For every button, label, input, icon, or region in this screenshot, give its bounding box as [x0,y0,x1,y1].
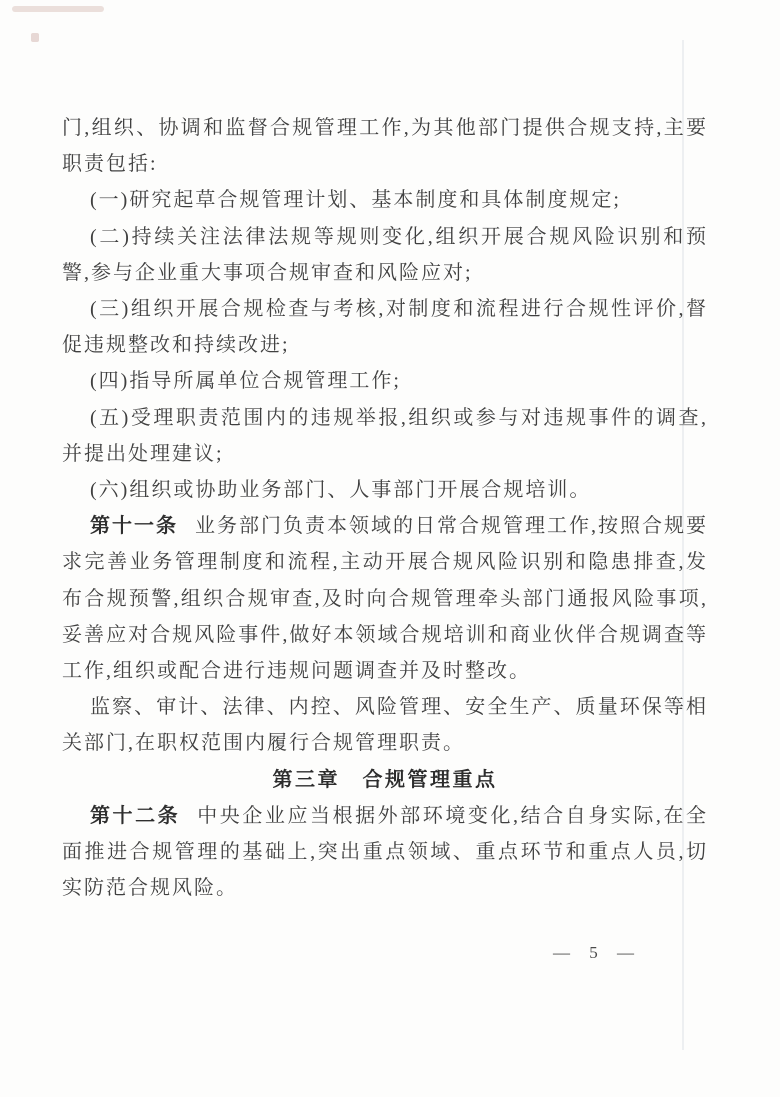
article-number: 第十一条 [90,515,178,538]
paragraph-text: 中央企业应当根据外部环境变化,结合自身实际,在全面推进合规管理的基础上,突出重点领域、重点环节和重点人员,切实防范合规风险。 [62,804,709,900]
paragraph: (五)受理职责范围内的违规举报,组织或参与对违规事件的调查,并提出处理建议; [62,406,708,465]
paragraph-article-12 [62,798,708,907]
scan-artifact-mark [12,6,104,12]
paragraph: (一)研究起草合规管理计划、基本制度和具体制度规定; [90,189,621,212]
page-number [515,943,675,963]
paragraph: (四)指导所属单位合规管理工作; [90,370,401,393]
paragraph: 监察、审计、法律、内控、风险管理、安全生产、质量环保等相关部门,在职权范围内履行合规管理职责。 [62,696,708,755]
page-number-label: — 5 — [553,943,637,962]
paragraph: (六)组织或协助业务部门、人事部门开展合规培训。 [90,479,592,502]
paragraph: (三)组织开展合规检查与考核,对制度和流程进行合规性评价,督促违规整改和持续改进; [62,298,708,357]
paragraph-text: 业务部门负责本领域的日常合规管理工作,按照合规要求完善业务管理制度和流程,主动开展合规风险识别和隐患排查,发布合规预警,组织合规审查,及时向合规管理牵头部门通报风险事项,妥善应对合规风险事件,做好本领域合规培训和商业伙伴合规调查等工作,组织或配合进行违规问题调查并及时整改。 [62,515,708,683]
chapter-heading: 第三章 合规管理重点 [272,768,498,791]
paragraph: 门,组织、协调和监督合规管理工作,为其他部门提供合规支持,主要职责包括: [62,117,708,176]
paragraph-article-11 [62,508,708,689]
paragraph: (二)持续关注法律法规等规则变化,组织开展合规风险识别和预警,参与企业重大事项合规审查和风险应对; [62,225,708,284]
article-number: 第十二条 [90,804,181,827]
scan-artifact-dot [31,33,39,42]
document-body [62,110,708,906]
